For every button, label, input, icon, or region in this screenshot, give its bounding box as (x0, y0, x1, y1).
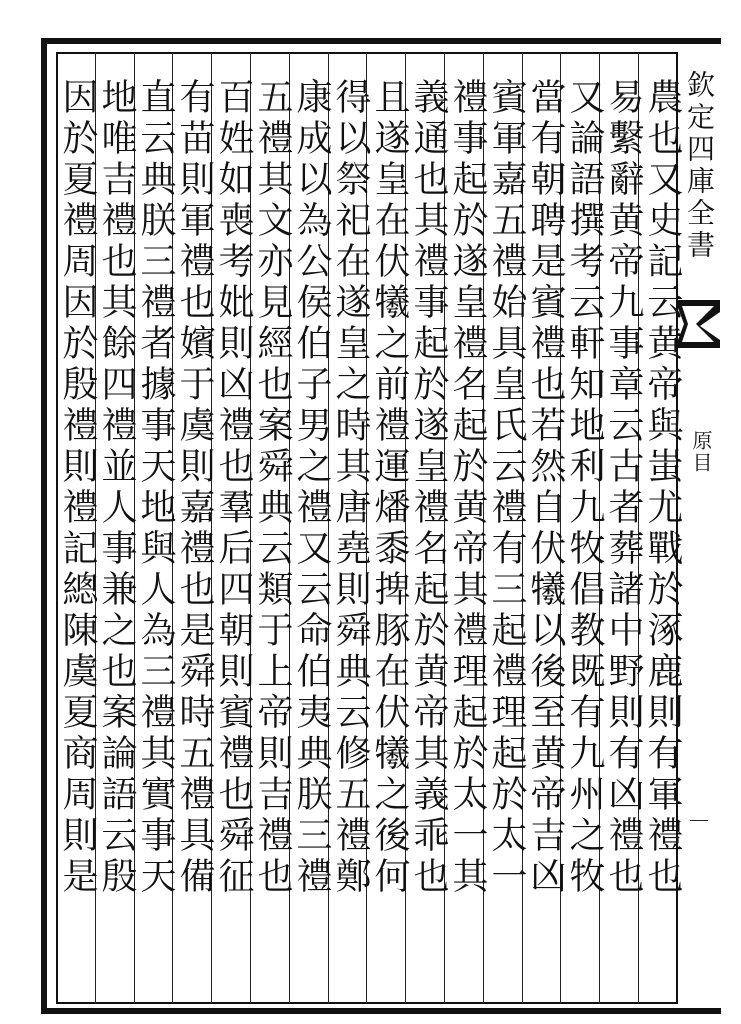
text-column: 得以祭祀在遂皇之時其唐堯則舜典云修五禮鄭 (330, 78, 371, 898)
book-title: 欽定四庫全書 (683, 70, 716, 262)
text-column: 農也又史記云黄帝與蚩尤戰於涿鹿則有軍禮也 (642, 78, 683, 898)
text-column: 賓軍嘉五禮始具皇氏云禮有三起禮理起於太一 (486, 78, 527, 898)
text-column: 因於夏禮周因於殷禮則禮記總陳虞夏商周則是 (57, 78, 98, 898)
text-column: 直云典朕三禮者據事天地與人為三禮其實事天 (135, 78, 176, 898)
text-column: 又論語撰考云軒知地利九牧倡教既有九州之牧 (564, 78, 605, 898)
text-column: 禮事起於遂皇禮名起於黄帝其禮理起於太一其 (447, 78, 488, 898)
text-column: 當有朝聘是賓禮也若然自伏犧以後至黄帝吉凶 (525, 78, 566, 898)
margin-tick (690, 820, 708, 821)
section-label: 原目 (689, 430, 713, 474)
text-column: 有苗則軍禮也嬪于虞則嘉禮也是舜時五禮具備 (174, 78, 215, 898)
text-column: 康成以為公侯伯子男之禮又云命伯夷典朕三禮 (291, 78, 332, 898)
text-column: 義通也其禮事起於遂皇禮名起於黄帝其義乖也 (408, 78, 449, 898)
text-column: 五禮其文亦見經也案舜典云類于上帝則吉禮也 (252, 78, 293, 898)
fish-tail-mark-icon (678, 300, 720, 348)
text-column: 易繫辭黄帝九事章云古者葬諸中野則有凶禮也 (603, 78, 644, 898)
text-column: 地唯吉禮也其餘四禮並人事兼之也案論語云殷 (96, 78, 137, 898)
text-column: 且遂皇在伏犧之前禮運燔黍捭豚在伏犧之後何 (369, 78, 410, 898)
text-column: 百姓如喪考妣則凶禮也羣后四朝則賓禮也舜征 (213, 78, 254, 898)
